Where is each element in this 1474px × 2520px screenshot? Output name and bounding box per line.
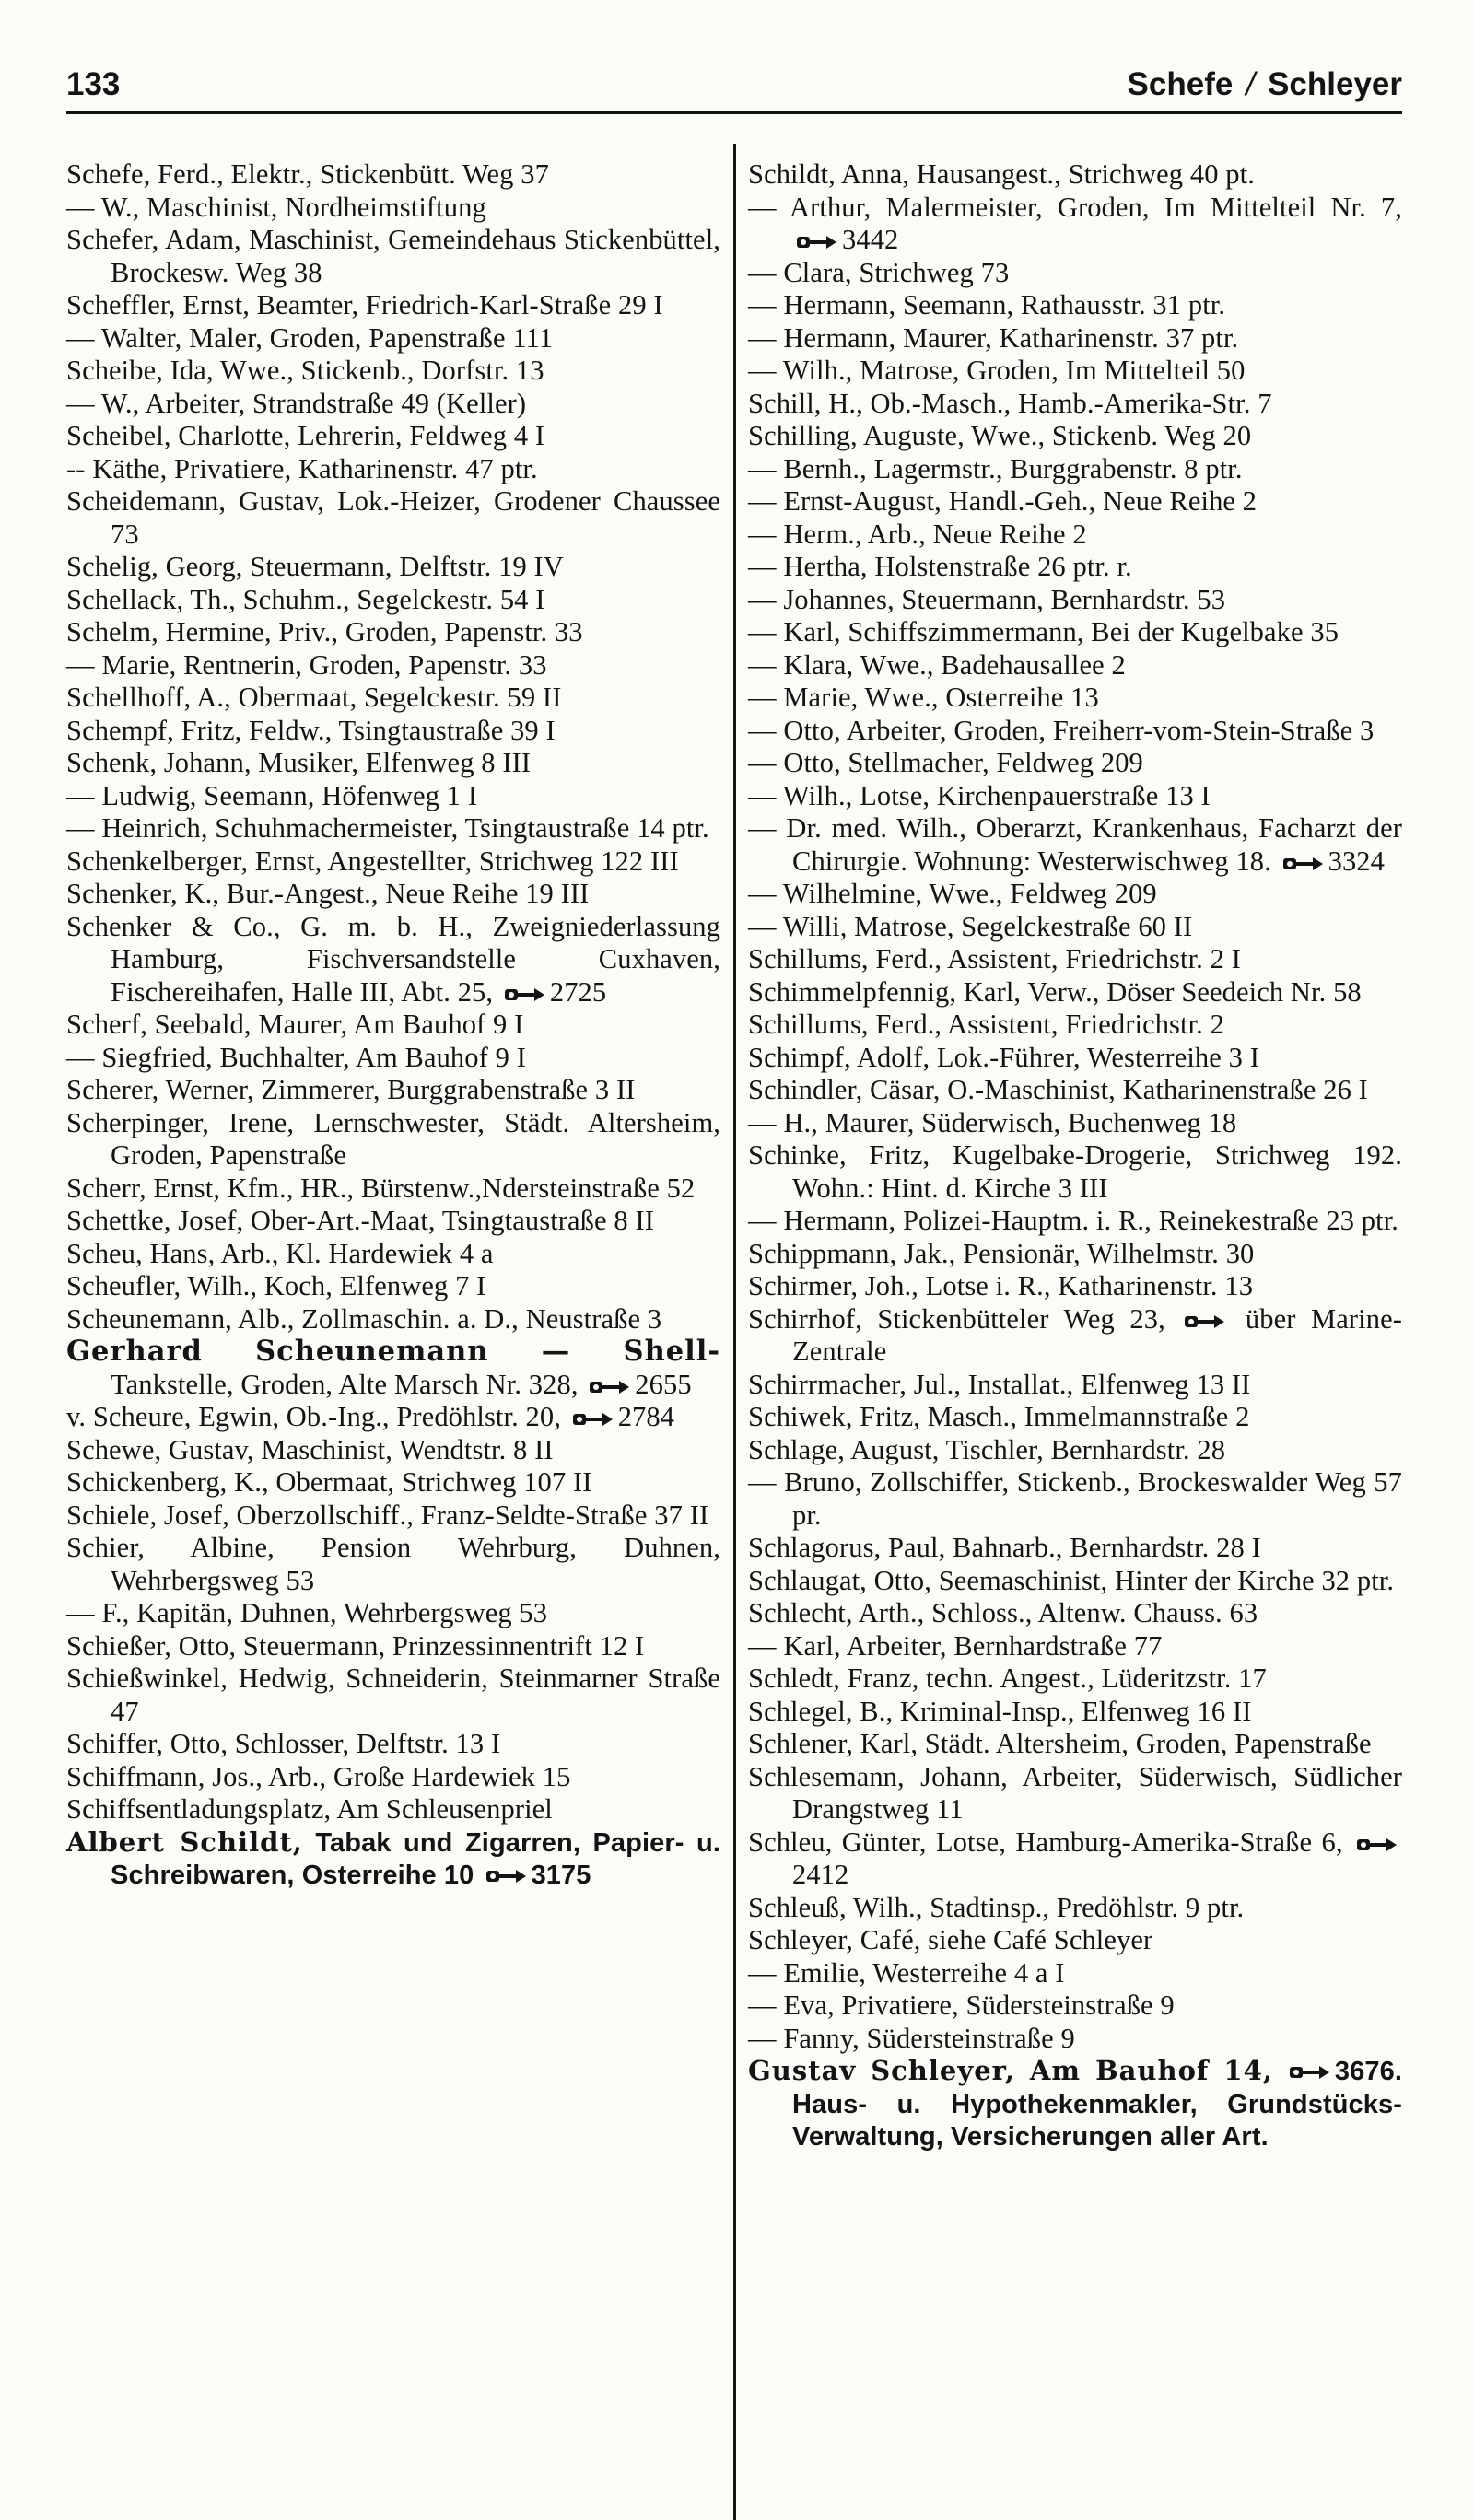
entry-text: — Ernst-August, Handl.-Geh., Neue Reihe 2 xyxy=(748,485,1258,517)
directory-entry xyxy=(748,1270,1402,1303)
entry-text: — Wilhelmine, Wwe., Feldweg 209 xyxy=(748,878,1157,909)
directory-entry xyxy=(66,780,720,813)
directory-entry xyxy=(748,1074,1402,1107)
entry-text: -- Käthe, Privatiere, Katharinenstr. 47 ptr. xyxy=(66,452,538,484)
entry-text: — Emilie, Westerreihe 4 a I xyxy=(748,1956,1065,1989)
header-rule xyxy=(66,111,1402,114)
entry-text: Schenk, Johann, Musiker, Elfenweg 8 III xyxy=(66,747,532,778)
entry-text: — Willi, Matrose, Segelckestraße 60 II xyxy=(748,910,1193,942)
range-separator: / xyxy=(1246,66,1256,102)
entry-text: Schlegel, B., Kriminal-Insp., Elfenweg 16 II xyxy=(748,1695,1252,1727)
phone-number: 2784 xyxy=(617,1401,675,1432)
telephone-icon xyxy=(1289,2063,1331,2082)
directory-entry xyxy=(748,911,1402,944)
directory-entry xyxy=(748,1597,1402,1630)
entry-text: Schiwek, Fritz, Masch., Immelmannstraße 2 xyxy=(748,1401,1250,1432)
directory-entry xyxy=(66,453,720,486)
directory-entry xyxy=(66,1793,720,1826)
entry-text: Schlener, Karl, Städt. Altersheim, Groden, Papenstraße xyxy=(748,1728,1372,1759)
entry-text: Schießer, Otto, Steuermann, Prinzessinnentrift 12 I xyxy=(66,1629,645,1662)
entry-highlight: Albert Schildt, xyxy=(66,1826,303,1858)
entry-text: Scheidemann, Gustav, Lok.-Heizer, Grodener Chaussee 73 xyxy=(66,485,720,550)
directory-entry xyxy=(748,420,1402,453)
directory-entry xyxy=(66,1728,720,1761)
directory-entry xyxy=(66,1434,720,1467)
directory-entry xyxy=(66,911,720,1009)
entry-text: v. Scheure, Egwin, Ob.-Ing., Predöhlstr. 20, xyxy=(66,1401,561,1432)
directory-entry xyxy=(748,1303,1402,1369)
directory-entry xyxy=(66,1401,720,1434)
entry-text: Tabak und Zigarren, Papier- u. Schreibwaren, Osterreihe 10 xyxy=(111,1827,720,1890)
directory-entry xyxy=(66,1597,720,1630)
directory-entry xyxy=(748,1989,1402,2023)
entry-text: Schettke, Josef, Ober-Art.-Maat, Tsingtaustraße 8 II xyxy=(66,1205,654,1236)
entry-text: Schiffmann, Jos., Arb., Große Hardewiek 15 xyxy=(66,1760,571,1792)
entry-text: — Karl, Schiffszimmermann, Bei der Kugelbake 35 xyxy=(748,616,1339,648)
entry-text: Schlagorus, Paul, Bahnarb., Bernhardstr. 28 I xyxy=(748,1532,1261,1563)
range-to: Schleyer xyxy=(1268,66,1402,102)
directory-entry xyxy=(66,616,720,649)
directory-entry xyxy=(66,649,720,682)
directory-entry xyxy=(748,289,1402,322)
entry-text: — Bernh., Lagermstr., Burggrabenstr. 8 ptr. xyxy=(748,452,1243,484)
entry-text: — Clara, Strichweg 73 xyxy=(748,256,1010,288)
entry-text: Schenker, K., Bur.-Angest., Neue Reihe 19 III xyxy=(66,878,590,909)
directory-entry xyxy=(748,158,1402,192)
entry-text: Schinke, Fritz, Kugelbake-Drogerie, Strichweg 192. Wohn.: Hint. d. Kirche 3 III xyxy=(748,1139,1402,1204)
entry-text: Schirrmacher, Jul., Installat., Elfenweg 13 II xyxy=(748,1368,1251,1400)
phone-number: 3175 xyxy=(531,1861,591,1890)
telephone-icon xyxy=(1356,1836,1398,1854)
telephone-icon xyxy=(504,986,546,1004)
directory-entry xyxy=(66,1172,720,1206)
directory-entry xyxy=(66,1303,720,1336)
phone-number: 3442 xyxy=(842,224,899,255)
directory-entry xyxy=(66,1107,720,1172)
entry-text: Schenker & Co., G. m. b. H., Zweigniederlassung Hamburg, Fischversandstelle Cuxhaven, Fischereihafen, Halle III, Abt. 25, xyxy=(66,910,720,1008)
entry-text: — Bruno, Zollschiffer, Stickenb., Brockeswalder Weg 57 pr. xyxy=(748,1466,1402,1531)
directory-entry xyxy=(66,682,720,715)
directory-entry xyxy=(748,257,1402,290)
directory-entry xyxy=(66,192,720,225)
entry-text: Schefer, Adam, Maschinist, Gemeindehaus Stickenbüttel, Brockesw. Weg 38 xyxy=(66,224,720,288)
entry-suffix: über Marine-Zentrale xyxy=(792,1302,1402,1367)
columns xyxy=(66,158,1402,2520)
entry-text: Schenkelberger, Ernst, Angestellter, Strichweg 122 III xyxy=(66,845,679,877)
entry-text: Scherpinger, Irene, Lernschwester, Städt. Altersheim, Groden, Papenstraße xyxy=(66,1106,720,1171)
directory-entry xyxy=(748,1696,1402,1729)
directory-entry xyxy=(66,158,720,192)
directory-entry xyxy=(66,1042,720,1075)
phone-number: 2725 xyxy=(549,975,607,1008)
phone-number: 3324 xyxy=(1328,845,1386,877)
directory-entry xyxy=(748,2055,1402,2154)
directory-entry xyxy=(66,1662,720,1728)
directory-entry xyxy=(748,192,1402,257)
entry-text: Schill, H., Ob.-Masch., Hamb.-Amerika-Str. 7 xyxy=(748,387,1272,419)
entry-text: — Otto, Stellmacher, Feldweg 209 xyxy=(748,747,1143,778)
directory-entry xyxy=(748,1434,1402,1467)
entry-text: Schilling, Auguste, Wwe., Stickenb. Weg 20 xyxy=(748,420,1252,451)
directory-entry xyxy=(66,1336,720,1401)
entry-text: Schelig, Georg, Steuermann, Delftstr. 19 IV xyxy=(66,551,564,582)
directory-entry xyxy=(66,1499,720,1533)
entry-text: — Wilh., Matrose, Groden, Im Mittelteil 50 xyxy=(748,355,1246,386)
directory-entry xyxy=(66,1009,720,1042)
entry-text: Schirmer, Joh., Lotse i. R., Katharinenstr. 13 xyxy=(748,1270,1254,1301)
entry-text: — F., Kapitän, Duhnen, Wehrbergsweg 53 xyxy=(66,1597,548,1628)
entry-text: Schießwinkel, Hedwig, Schneiderin, Steinmarner Straße 47 xyxy=(66,1662,720,1727)
entry-text: — Johannes, Steuermann, Bernhardstr. 53 xyxy=(748,583,1226,615)
right-column xyxy=(748,158,1402,2520)
directory-entry xyxy=(66,1270,720,1303)
directory-entry xyxy=(66,1826,720,1893)
directory-entry xyxy=(66,812,720,846)
entry-text: — Dr. med. Wilh., Oberarzt, Krankenhaus, Facharzt der Chirurgie. Wohnung: Westerwischweg 18. xyxy=(748,812,1402,877)
directory-entry xyxy=(66,1630,720,1663)
directory-entry xyxy=(66,420,720,453)
directory-entry xyxy=(748,1205,1402,1238)
directory-entry xyxy=(748,1139,1402,1205)
directory-entry xyxy=(748,1009,1402,1042)
directory-entry xyxy=(66,747,720,780)
entry-text: Scherf, Seebald, Maurer, Am Bauhof 9 I xyxy=(66,1009,524,1040)
entry-text: Schirrhof, Stickenbütteler Weg 23, xyxy=(748,1302,1165,1335)
entry-text: Schildt, Anna, Hausangest., Strichweg 40 pt. xyxy=(748,158,1255,190)
directory-entry xyxy=(66,584,720,617)
entry-text: Schlecht, Arth., Schloss., Altenw. Chauss. 63 xyxy=(748,1597,1258,1628)
entry-text: — Fanny, Südersteinstraße 9 xyxy=(748,2022,1075,2054)
directory-entry xyxy=(748,976,1402,1009)
directory-entry xyxy=(748,812,1402,878)
directory-entry xyxy=(748,1565,1402,1598)
entry-text: Schlesemann, Johann, Arbeiter, Süderwisch, Südlicher Drangstweg 11 xyxy=(748,1760,1402,1825)
telephone-icon xyxy=(796,233,838,251)
entry-text: Schiele, Josef, Oberzollschiff., Franz-Seldte-Straße 37 II xyxy=(66,1499,709,1531)
directory-entry xyxy=(748,1761,1402,1826)
entry-text: Schickenberg, K., Obermaat, Strichweg 107 II xyxy=(66,1466,592,1498)
entry-text: Schempf, Fritz, Feldw., Tsingtaustraße 39 I xyxy=(66,714,556,746)
entry-text: Schindler, Cäsar, O.-Maschinist, Katharinenstraße 26 I xyxy=(748,1074,1368,1105)
entry-text: Scherer, Werner, Zimmerer, Burggrabenstraße 3 II xyxy=(66,1074,636,1105)
entry-text: — W., Arbeiter, Strandstraße 49 (Keller) xyxy=(66,387,527,419)
entry-text: Schellhoff, A., Obermaat, Segelckestr. 59 II xyxy=(66,682,562,713)
directory-entry xyxy=(748,1238,1402,1271)
entry-text: — Eva, Privatiere, Südersteinstraße 9 xyxy=(748,1989,1175,2021)
directory-entry xyxy=(748,616,1402,649)
directory-entry xyxy=(748,1826,1402,1892)
directory-entry xyxy=(748,943,1402,976)
phone-number: 2412 xyxy=(792,1859,849,1890)
directory-entry xyxy=(748,1042,1402,1075)
entry-text: Schlaugat, Otto, Seemaschinist, Hinter der Kirche 32 ptr. xyxy=(748,1564,1395,1596)
directory-entry xyxy=(748,355,1402,388)
entry-text: Schledt, Franz, techn. Angest., Lüderitzstr. 17 xyxy=(748,1662,1267,1694)
entry-text: Schleyer, Café, siehe Café Schleyer xyxy=(748,1924,1153,1955)
phone-number: 2655 xyxy=(635,1368,692,1400)
entry-text: — Hertha, Holstenstraße 26 ptr. r. xyxy=(748,551,1132,582)
telephone-icon xyxy=(1184,1312,1226,1331)
entry-text: Scherr, Ernst, Kfm., HR., Bürstenw.,Ndersteinstraße 52 xyxy=(66,1172,696,1204)
directory-entry xyxy=(66,846,720,879)
telephone-icon xyxy=(572,1410,614,1429)
directory-entry xyxy=(66,224,720,289)
directory-entry xyxy=(748,584,1402,617)
entry-text: Schier, Albine, Pension Wehrburg, Duhnen, Wehrbergsweg 53 xyxy=(66,1532,720,1596)
range-from: Schefe xyxy=(1127,66,1234,102)
directory-entry xyxy=(748,2023,1402,2056)
entry-text: Scheibe, Ida, Wwe., Stickenb., Dorfstr. 13 xyxy=(66,355,544,386)
directory-entry xyxy=(66,289,720,322)
entry-text: — Marie, Wwe., Osterreihe 13 xyxy=(748,682,1099,713)
directory-entry xyxy=(748,485,1402,519)
directory-entry xyxy=(66,1532,720,1597)
entry-text: Schimmelpfennig, Karl, Verw., Döser Seedeich Nr. 58 xyxy=(748,975,1362,1008)
directory-entry xyxy=(66,388,720,421)
directory-entry xyxy=(66,551,720,584)
entry-text: — Walter, Maler, Groden, Papenstraße 111 xyxy=(66,321,554,354)
directory-entry xyxy=(748,551,1402,584)
entry-text: — Arthur, Malermeister, Groden, Im Mittelteil Nr. 7, xyxy=(748,191,1402,223)
entry-text: Schillums, Ferd., Assistent, Friedrichstr. 2 I xyxy=(748,943,1241,974)
entry-text: — Hermann, Seemann, Rathausstr. 31 ptr. xyxy=(748,289,1226,321)
entry-text: — Heinrich, Schuhmachermeister, Tsingtaustraße 14 ptr. xyxy=(66,812,709,844)
directory-entry xyxy=(748,878,1402,911)
directory-entry xyxy=(748,1532,1402,1565)
directory-entry xyxy=(748,322,1402,356)
entry-highlight: Gustav Schleyer, Am Bauhof 14, xyxy=(748,2055,1273,2086)
entry-text: Schippmann, Jak., Pensionär, Wilhelmstr. 30 xyxy=(748,1237,1255,1269)
entry-text: — Wilh., Lotse, Kirchenpauerstraße 13 I xyxy=(748,779,1211,811)
directory-entry xyxy=(66,1761,720,1794)
directory-entry xyxy=(66,485,720,551)
entry-text: Scheffler, Ernst, Beamter, Friedrich-Karl-Straße 29 I xyxy=(66,289,663,321)
entry-text: Schefe, Ferd., Elektr., Stickenbütt. Weg 37 xyxy=(66,158,549,190)
entry-text: Schimpf, Adolf, Lok.-Führer, Westerreihe 3 I xyxy=(748,1041,1259,1073)
entry-text: Scheufler, Wilh., Koch, Elfenweg 7 I xyxy=(66,1270,486,1301)
directory-entry xyxy=(66,1238,720,1271)
entry-text: Schleuß, Wilh., Stadtinsp., Predöhlstr. 9 ptr. xyxy=(748,1891,1245,1923)
directory-entry xyxy=(748,715,1402,748)
entry-text: — Otto, Arbeiter, Groden, Freiherr-vom-Stein-Straße 3 xyxy=(748,714,1375,746)
directory-entry xyxy=(748,747,1402,780)
directory-entry xyxy=(748,1957,1402,1990)
entry-highlight: Gerhard Scheunemann — Shell- xyxy=(66,1335,720,1368)
directory-entry xyxy=(66,715,720,748)
left-column xyxy=(66,158,720,2520)
entry-text: — Siegfried, Buchhalter, Am Bauhof 9 I xyxy=(66,1041,526,1073)
entry-text: — Karl, Arbeiter, Bernhardstraße 77 xyxy=(748,1629,1163,1662)
directory-entry xyxy=(748,519,1402,552)
entry-text: Schillums, Ferd., Assistent, Friedrichstr. 2 xyxy=(748,1009,1224,1040)
entry-text: Schelm, Hermine, Priv., Groden, Papenstr. 33 xyxy=(66,616,583,648)
entry-text: Schlage, August, Tischler, Bernhardstr. 28 xyxy=(748,1433,1226,1465)
directory-entry xyxy=(748,1924,1402,1957)
page-range xyxy=(1128,66,1402,103)
directory-entry xyxy=(748,780,1402,813)
directory-entry xyxy=(748,682,1402,715)
entry-text: — W., Maschinist, Nordheimstiftung xyxy=(66,191,486,223)
entry-text: — H., Maurer, Süderwisch, Buchenweg 18 xyxy=(748,1106,1237,1138)
entry-text: Schleu, Günter, Lotse, Hamburg-Amerika-Straße 6, xyxy=(748,1826,1343,1858)
directory-entry xyxy=(66,1205,720,1238)
entry-text: Scheibel, Charlotte, Lehrerin, Feldweg 4 I xyxy=(66,420,545,451)
page-header xyxy=(66,46,1402,103)
directory-entry xyxy=(66,1466,720,1499)
directory-entry xyxy=(748,1630,1402,1663)
entry-text: — Herm., Arb., Neue Reihe 2 xyxy=(748,518,1087,550)
telephone-icon xyxy=(589,1378,631,1396)
directory-entry xyxy=(66,322,720,356)
entry-text: Scheunemann, Alb., Zollmaschin. a. D., Neustraße 3 xyxy=(66,1302,662,1335)
directory-entry xyxy=(748,1369,1402,1402)
telephone-icon xyxy=(1282,855,1325,873)
directory-entry xyxy=(748,1728,1402,1761)
directory-entry xyxy=(748,1662,1402,1696)
entry-text: — Hermann, Maurer, Katharinenstr. 37 ptr. xyxy=(748,321,1239,354)
entry-text: Scheu, Hans, Arb., Kl. Hardewiek 4 a xyxy=(66,1237,494,1269)
entry-text: — Hermann, Polizei-Hauptm. i. R., Reinekestraße 23 ptr. xyxy=(748,1205,1399,1236)
entry-text: Schiffsentladungsplatz, Am Schleusenpriel xyxy=(66,1793,553,1825)
entry-text: Schiffer, Otto, Schlosser, Delftstr. 13 I xyxy=(66,1728,501,1759)
entry-text: — Klara, Wwe., Badehausallee 2 xyxy=(748,648,1126,681)
entry-text: Schellack, Th., Schuhm., Segelckestr. 54 I xyxy=(66,583,545,615)
directory-entry xyxy=(748,1466,1402,1532)
directory-entry xyxy=(66,355,720,388)
entry-text: 3676. Haus- u. Hypothekenmakler, Grundstücks-Verwaltung, Versicherungen aller Art. xyxy=(792,2057,1402,2152)
entry-text: — Ludwig, Seemann, Höfenweg 1 I xyxy=(66,779,478,811)
column-divider xyxy=(733,144,736,2520)
directory-entry xyxy=(748,1107,1402,1140)
entry-text: Tankstelle, Groden, Alte Marsch Nr. 328, xyxy=(111,1368,579,1400)
directory-entry xyxy=(748,1401,1402,1434)
directory-entry xyxy=(748,649,1402,682)
entry-text: — Marie, Rentnerin, Groden, Papenstr. 33 xyxy=(66,648,547,681)
directory-entry xyxy=(748,453,1402,486)
directory-entry xyxy=(748,1892,1402,1925)
page-number: 133 xyxy=(66,66,121,102)
telephone-icon xyxy=(485,1867,528,1885)
entry-text: Schewe, Gustav, Maschinist, Wendtstr. 8 II xyxy=(66,1433,554,1465)
directory-entry xyxy=(66,1074,720,1107)
directory-entry xyxy=(748,388,1402,421)
directory-entry xyxy=(66,878,720,911)
